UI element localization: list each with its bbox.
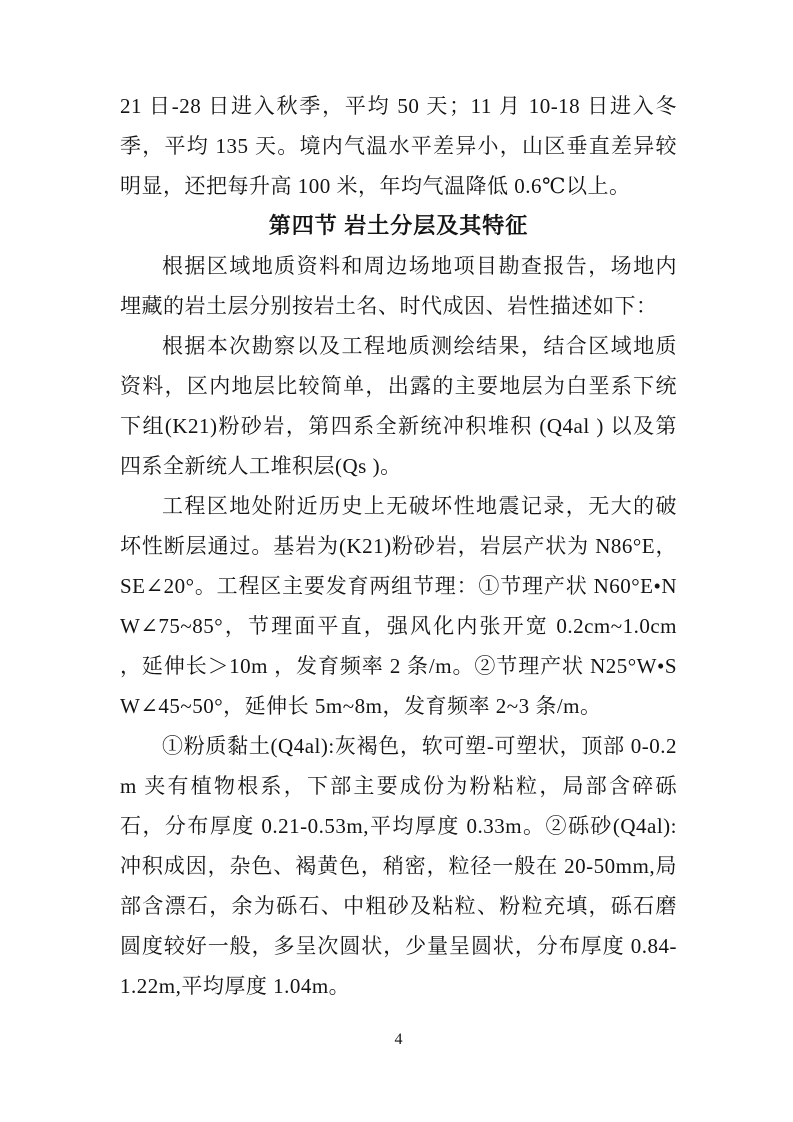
paragraph-regional-strata: 根据本次勘察以及工程地质测绘结果，结合区域地质资料，区内地层比较简单，出露的主要地层为白垩系下统下组(K21)粉砂岩，第四系全新统冲积堆积 (Q4al ) 以及第四系全新统人工堆积层(Qs )。 xyxy=(120,334,677,478)
section-heading: 第四节 岩土分层及其特征 xyxy=(268,213,529,238)
paragraph-seismic-and-joints: 工程区地处附近历史上无破坏性地震记录，无大的破坏性断层通过。基岩为(K21)粉砂岩，岩层产状为 N86°E，SE∠20°。工程区主要发育两组节理：①节理产状 N60°E•NW∠75~85°，节理面平直，强风化内张开宽 0.2cm~1.0cm ，延伸长＞10m ，发育频率 2 条/m。②节理产状 N25°W•SW∠45~50°，延伸长 5m~8m，发育频率 2~3 条/m。 xyxy=(120,494,677,718)
paragraph-soil-layer-description: ①粉质黏土(Q4al):灰褐色，软可塑-可塑状，顶部 0-0.2m 夹有植物根系，下部主要成份为粉粘粒，局部含碎砾石，分布厚度 0.21-0.53m,平均厚度 0.33m。②砾砂(Q4al):冲积成因，杂色、褐黄色，稍密，粒径一般在 20-50mm,局部含漂石，余为砾石、中粗砂及粘粒、粉粒充填，砾石磨圆度较好一般，多呈次圆状，少量呈圆状，分布厚度 0.84-1.22m,平均厚度 1.04m。 xyxy=(120,734,677,998)
paragraph-survey-basis: 根据区域地质资料和周边场地项目勘查报告，场地内埋藏的岩土层分别按岩土名、时代成因、岩性描述如下： xyxy=(120,254,677,318)
page-number: 4 xyxy=(394,1031,403,1048)
text-column xyxy=(120,86,677,1006)
paragraph-climate-continuation: 21 日-28 日进入秋季，平均 50 天；11 月 10-18 日进入冬季，平均 135 天。境内气温水平差异小，山区垂直差异较明显，还把每升高 100 米，年均气温降低 0.6℃以上。 xyxy=(120,94,677,198)
